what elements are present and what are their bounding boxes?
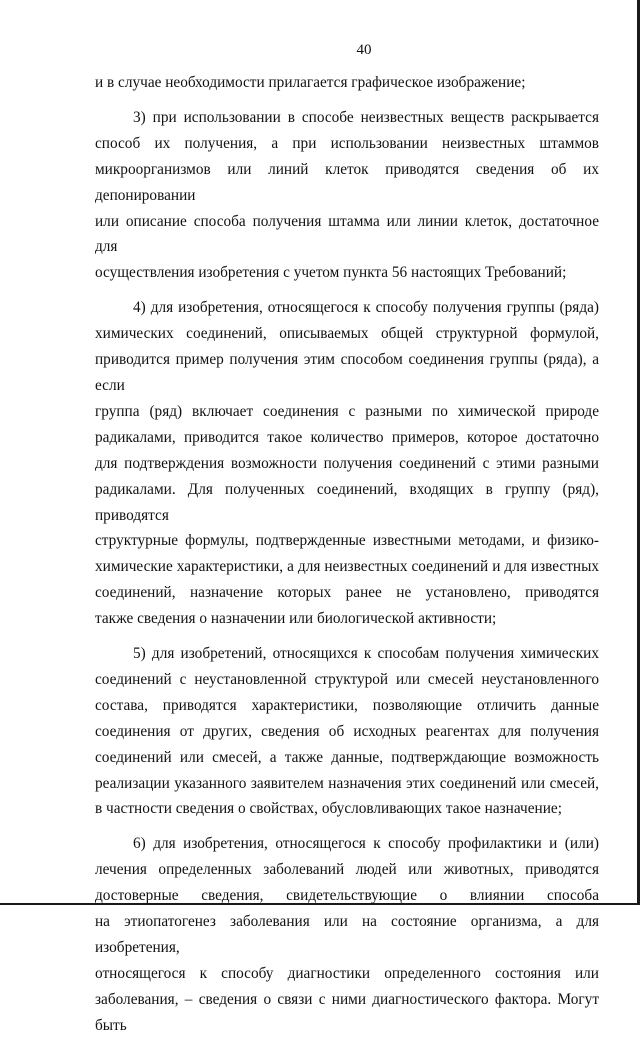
text-line: на этиопатогенез заболевания или на состояние организма, а для изобретения, [95,913,599,956]
text-line: соединений с неустановленной структурой или смесей неустановленного [95,670,599,688]
text-line: соединения от других, сведения об исходных реагентах для получения [95,722,599,740]
text-line: заболевания, – сведения о связи с ними диагностического фактора. Могут быть [95,990,599,1034]
text-line: соединений или смесей, а также данные, подтверждающие возможность [95,748,599,766]
page-number: 40 [356,42,372,58]
text-line: или описание способа получения штамма или линии клеток, достаточное для [95,212,599,256]
text-line: 3) при использовании в способе неизвестных веществ раскрывается [133,108,599,126]
text-line: реализации указанного заявителем назначения этих соединений или смесей, [95,774,599,792]
text-line: группа (ряд) включает соединения с разными по химической природе [95,402,599,420]
text-line: структурные формулы, подтвержденные известными методами, и физико- [95,532,599,550]
text-line: достоверные сведения, свидетельствующие о влиянии способа [95,887,599,905]
text-line: радикалами, приводится такое количество примеров, которое достаточно [95,428,599,446]
text-line: и в случае необходимости прилагается графическое изображение; [95,74,526,91]
text-line: относящегося к способу диагностики определенного состояния или [95,964,599,982]
text-line: 4) для изобретения, относящегося к способу получения группы (ряда) [133,299,599,317]
text-line: 6) для изобретения, относящегося к способу профилактики и (или) [133,835,599,853]
text-line: способ их получения, а при использовании неизвестных штаммов [95,134,599,152]
text-line: химические характеристики, а для неизвестных соединений и для известных [95,558,599,576]
text-line: в частности сведения о свойствах, обусловливающих такое назначение; [95,800,562,818]
body-text [95,70,599,1039]
text-line: соединений, назначение которых ранее не установлено, приводятся [95,584,599,602]
text-line: микроорганизмов или линий клеток приводятся сведения об их депонировании [95,160,599,204]
text-line: химических соединений, описываемых общей структурной формулой, [95,325,599,343]
text-line: приводится пример получения этим способом соединения группы (ряда), а если [95,351,599,394]
text-line: также сведения о назначении или биологической активности; [95,610,497,628]
text-line: 5) для изобретений, относящихся к способам получения химических [133,645,599,663]
text-line: осуществления изобретения с учетом пункта 56 настоящих Требований; [95,264,567,282]
text-line: лечения определенных заболеваний людей или животных, приводятся [95,861,599,879]
text-line: для подтверждения возможности получения соединений с этими разными [95,454,599,472]
text-line: радикалами. Для полученных соединений, входящих в группу (ряд), приводятся [95,480,599,524]
text-line: состава, приводятся характеристики, позволяющие отличить данные [95,696,599,714]
